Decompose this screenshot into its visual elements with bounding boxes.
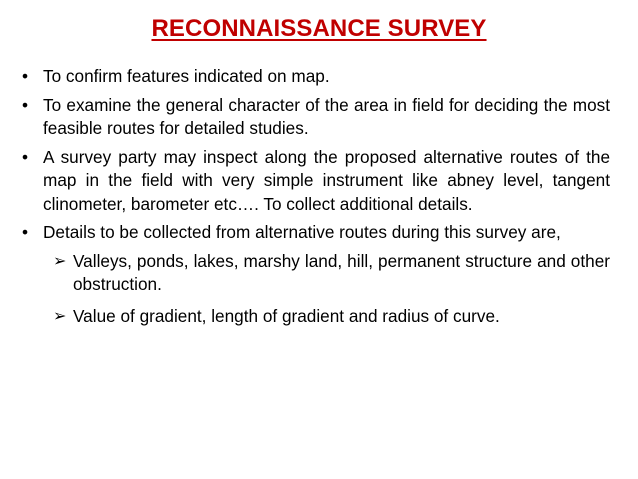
bullet-icon: • [22,66,29,86]
arrowhead-bullet-icon: ➢ [53,252,67,270]
arrowhead-bullet-icon: ➢ [53,307,67,325]
bullet-item [22,146,610,217]
bullet-icon: • [22,222,29,242]
bullet-text: Details to be collected from alternative routes during this survey are, [43,222,561,242]
bullet-text: A survey party may inspect along the proposed alternative routes of the map in the field with very simple instrument like abney level, tangent clinometer, barometer etc…. To collect additional details. [43,146,610,214]
bullet-icon: • [22,146,29,167]
sub-bullet-item [22,305,610,329]
bullet-text: To confirm features indicated on map. [43,66,330,86]
slide-title: RECONNAISSANCE SURVEY [151,15,487,42]
bullet-icon: • [22,94,29,115]
bullet-text: To examine the general character of the area in field for deciding the most feasible routes for detailed studies. [43,94,610,138]
bullet-item [22,221,610,245]
bullet-item [22,94,610,141]
sub-bullet-text: Valleys, ponds, lakes, marshy land, hill, permanent structure and other obstruction. [73,250,610,294]
sub-bullet-text: Value of gradient, length of gradient and radius of curve. [73,305,500,326]
bullet-list [22,65,610,336]
sub-bullet-item [22,250,610,297]
bullet-item [22,65,610,89]
